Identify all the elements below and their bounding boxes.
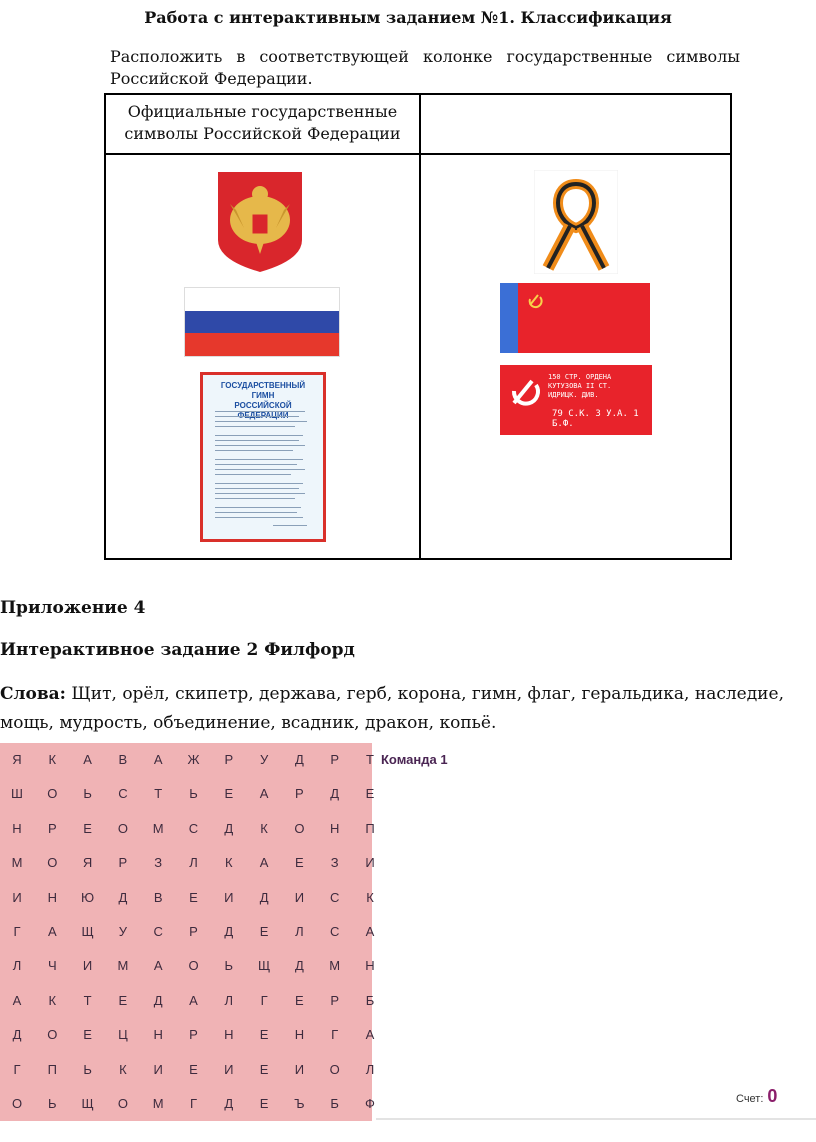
grid-cell[interactable]: Г bbox=[189, 1096, 198, 1111]
grid-cell[interactable]: Д bbox=[12, 1027, 22, 1043]
grid-cell[interactable]: Г bbox=[331, 1027, 339, 1043]
victory-banner-image[interactable] bbox=[500, 365, 652, 435]
grid-cell[interactable]: Р bbox=[189, 1027, 198, 1043]
grid-cell[interactable]: М bbox=[152, 820, 164, 836]
grid-cell[interactable]: Н bbox=[365, 958, 375, 974]
grid-cell[interactable]: С bbox=[118, 786, 128, 802]
banner-text-top bbox=[548, 373, 611, 400]
grid-cell[interactable]: У bbox=[118, 924, 128, 939]
team-label: Команда 1 bbox=[381, 752, 448, 767]
grid-cell[interactable]: П bbox=[47, 1061, 57, 1077]
grid-cell[interactable]: Ь bbox=[83, 1061, 92, 1077]
grid-cell[interactable]: И bbox=[294, 1061, 305, 1077]
grid-cell[interactable]: О bbox=[117, 1096, 128, 1111]
grid-cell[interactable]: Г bbox=[260, 992, 268, 1008]
banner-text-line-1: 150 СТР. ОРДЕНА bbox=[548, 373, 612, 381]
grid-cell[interactable]: Б bbox=[365, 992, 375, 1008]
grid-cell[interactable]: Д bbox=[224, 820, 234, 836]
banner-text-line-2: КУТУЗОВА II СТ. bbox=[548, 382, 612, 390]
instruction-line-1: Расположить в соответствующей колонке государственные символы bbox=[110, 47, 740, 66]
grid-cell[interactable]: Е bbox=[295, 992, 304, 1008]
grid-cell[interactable]: Л bbox=[295, 924, 304, 939]
grid-cell[interactable]: Д bbox=[294, 752, 304, 767]
grid-cell[interactable]: Р bbox=[224, 752, 234, 767]
grid-cell[interactable]: Р bbox=[330, 992, 340, 1008]
grid-cell[interactable]: Ъ bbox=[294, 1096, 305, 1111]
grid-cell[interactable]: Н bbox=[294, 1027, 305, 1043]
grid-cell[interactable]: А bbox=[47, 924, 57, 939]
grid-cell[interactable]: Ч bbox=[47, 958, 57, 974]
grid-cell[interactable]: Щ bbox=[258, 958, 271, 974]
grid-cell[interactable]: Д bbox=[118, 889, 128, 905]
grid-cell[interactable]: Н bbox=[224, 1027, 234, 1043]
grid-cell[interactable]: И bbox=[82, 958, 93, 974]
grid-cell[interactable]: О bbox=[47, 1027, 58, 1043]
grid-cell[interactable]: Ю bbox=[81, 889, 95, 905]
grid-cell[interactable]: Д bbox=[259, 889, 269, 905]
grid-cell[interactable]: А bbox=[12, 992, 22, 1008]
russian-flag-image[interactable] bbox=[184, 287, 340, 357]
grid-cell[interactable]: Н bbox=[329, 820, 340, 836]
grid-cell[interactable]: П bbox=[365, 820, 375, 836]
grid-cell[interactable]: И bbox=[12, 889, 22, 905]
grid-cell[interactable]: С bbox=[153, 924, 163, 939]
grid-cell[interactable]: Е bbox=[295, 855, 304, 871]
grid-cell[interactable]: К bbox=[225, 855, 233, 871]
grid-cell[interactable]: О bbox=[294, 820, 305, 836]
grid-cell[interactable]: Ь bbox=[48, 1096, 57, 1111]
grid-cell[interactable]: Е bbox=[259, 924, 269, 939]
grid-cell[interactable]: З bbox=[154, 855, 163, 871]
classification-table bbox=[104, 93, 732, 560]
grid-cell[interactable]: Д bbox=[224, 924, 234, 939]
grid-cell[interactable]: Т bbox=[366, 752, 374, 767]
grid-cell[interactable]: Е bbox=[189, 1061, 198, 1077]
grid-cell[interactable]: А bbox=[153, 752, 163, 767]
left-header-line-2: символы Российской Федерации bbox=[124, 124, 401, 143]
words-text: Щит, орёл, скипетр, держава, герб, корона, гимн, флаг, геральдика, наследие, мощь, мудрость, объединение, всадник, дракон, копьё. bbox=[0, 684, 784, 733]
anthem-title-line-2: РОССИЙСКОЙ bbox=[234, 401, 292, 410]
grid-cell[interactable]: Т bbox=[83, 992, 92, 1008]
grid-cell[interactable]: З bbox=[330, 855, 339, 871]
grid-cell[interactable]: О bbox=[117, 820, 128, 836]
table-divider-vertical bbox=[419, 95, 421, 558]
grid-cell[interactable]: Р bbox=[189, 924, 198, 939]
grid-cell[interactable]: Е bbox=[365, 786, 375, 802]
grid-cell[interactable]: К bbox=[366, 889, 374, 905]
grid-cell[interactable]: К bbox=[119, 1061, 127, 1077]
banner-text-line-3: ИДРИЦК. ДИВ. bbox=[548, 391, 599, 399]
grid-cell[interactable]: Е bbox=[83, 820, 92, 836]
table-divider-horizontal bbox=[106, 153, 730, 155]
grid-cell[interactable]: К bbox=[260, 820, 268, 836]
words-list bbox=[0, 680, 800, 738]
grid-cell[interactable]: Ж bbox=[187, 752, 200, 767]
grid-cell[interactable]: М bbox=[11, 855, 23, 871]
grid-cell[interactable]: А bbox=[189, 992, 198, 1008]
grid-cell[interactable]: Н bbox=[12, 820, 22, 836]
hammer-sickle-icon bbox=[526, 291, 544, 311]
soviet-republic-flag-image[interactable] bbox=[500, 283, 650, 353]
grid-cell[interactable]: А bbox=[259, 855, 269, 871]
grid-cell[interactable]: Ц bbox=[118, 1027, 128, 1043]
grid-cell[interactable]: Е bbox=[259, 1061, 269, 1077]
grid-cell[interactable]: Щ bbox=[81, 924, 94, 939]
grid-cell[interactable]: Р bbox=[295, 786, 304, 802]
grid-cell[interactable]: А bbox=[83, 752, 92, 767]
task-title: Интерактивное задание 2 Филфорд bbox=[0, 640, 355, 660]
grid-cell[interactable]: Е bbox=[118, 992, 128, 1008]
grid-cell[interactable]: В bbox=[153, 889, 163, 905]
grid-cell[interactable]: Н bbox=[153, 1027, 163, 1043]
instruction-line-2: Российской Федерации. bbox=[110, 69, 313, 88]
grid-cell[interactable]: Е bbox=[259, 1027, 269, 1043]
grid-cell[interactable]: Л bbox=[224, 992, 234, 1008]
grid-cell[interactable]: Д bbox=[153, 992, 163, 1008]
grid-cell[interactable]: Р bbox=[118, 855, 128, 871]
grid-cell[interactable]: И bbox=[153, 1061, 163, 1077]
grid-cell[interactable]: Ф bbox=[365, 1096, 375, 1111]
grid-cell[interactable]: Н bbox=[47, 889, 57, 905]
grid-cell[interactable]: Р bbox=[330, 752, 340, 767]
appendix-label: Приложение 4 bbox=[0, 598, 146, 618]
grid-cell[interactable]: М bbox=[329, 958, 341, 974]
left-column-header bbox=[106, 101, 419, 145]
grid-cell[interactable]: Ш bbox=[11, 786, 23, 802]
grid-cell[interactable]: М bbox=[117, 958, 129, 974]
words-label: Слова: bbox=[0, 684, 66, 704]
grid-cell[interactable]: О bbox=[329, 1061, 340, 1077]
grid-cell[interactable]: Л bbox=[12, 958, 22, 974]
grid-cell[interactable]: Щ bbox=[81, 1096, 94, 1111]
grid-cell[interactable]: Е bbox=[83, 1027, 92, 1043]
grid-cell[interactable]: У bbox=[259, 752, 269, 767]
grid-cell[interactable]: Д bbox=[294, 958, 304, 974]
word-search-grid bbox=[0, 743, 375, 1121]
grid-cell[interactable]: Е bbox=[224, 786, 234, 802]
grid-cell[interactable]: В bbox=[118, 752, 128, 767]
grid-cell[interactable]: Т bbox=[154, 786, 163, 802]
grid-cell[interactable]: А bbox=[153, 958, 163, 974]
grid-cell[interactable]: М bbox=[152, 1096, 164, 1111]
grid-cell[interactable]: О bbox=[188, 958, 199, 974]
grid-cell[interactable]: Г bbox=[13, 924, 21, 939]
grid-cell[interactable]: Я bbox=[12, 752, 22, 767]
grid-cell[interactable]: Л bbox=[189, 855, 198, 871]
anthem-title-line-1: ГОСУДАРСТВЕННЫЙ ГИМН bbox=[220, 381, 306, 400]
grid-cell[interactable]: Л bbox=[365, 1061, 375, 1077]
grid-cell[interactable]: И bbox=[224, 889, 234, 905]
grid-cell[interactable]: А bbox=[365, 1027, 375, 1043]
st-george-ribbon-image[interactable] bbox=[534, 170, 618, 274]
document-title: Работа с интерактивным заданием №1. Классификация bbox=[144, 8, 672, 27]
banner-text-line-4: 79 С.К. 3 У.А. 1 Б.Ф. bbox=[552, 409, 639, 429]
grid-cell[interactable]: Я bbox=[82, 855, 93, 871]
grid-cell[interactable]: С bbox=[329, 889, 340, 905]
grid-cell[interactable]: Г bbox=[13, 1061, 21, 1077]
hammer-sickle-icon bbox=[508, 375, 544, 411]
coat-of-arms-image[interactable] bbox=[214, 170, 306, 274]
anthem-poster-image[interactable] bbox=[200, 372, 326, 542]
grid-cell[interactable]: Е bbox=[259, 1096, 269, 1111]
grid-cell[interactable]: Д bbox=[330, 786, 340, 802]
score-label: Счет: bbox=[736, 1093, 764, 1105]
grid-cell[interactable]: Е bbox=[189, 889, 198, 905]
grid-cell[interactable]: Р bbox=[47, 820, 57, 836]
grid-cell[interactable]: К bbox=[48, 992, 57, 1008]
grid-cell[interactable]: Ь bbox=[224, 958, 234, 974]
grid-cell[interactable]: И bbox=[294, 889, 305, 905]
grid-cell[interactable]: О bbox=[11, 1096, 23, 1111]
grid-cell[interactable]: О bbox=[47, 786, 58, 802]
grid-cell[interactable]: Д bbox=[224, 1096, 234, 1111]
grid-cell[interactable]: И bbox=[224, 1061, 234, 1077]
grid-cell[interactable]: С bbox=[329, 924, 340, 939]
grid-cell[interactable]: Ь bbox=[189, 786, 198, 802]
score-value: 0 bbox=[767, 1086, 778, 1106]
grid-cell[interactable]: И bbox=[365, 855, 375, 871]
grid-cell[interactable]: А bbox=[259, 786, 269, 802]
grid-cell[interactable]: О bbox=[47, 855, 58, 871]
grid-cell[interactable]: А bbox=[365, 924, 375, 939]
score-display bbox=[736, 1086, 777, 1107]
grid-cell[interactable]: Б bbox=[330, 1096, 339, 1111]
grid-cell[interactable]: С bbox=[188, 820, 199, 836]
anthem-poster-title bbox=[209, 381, 317, 421]
grid-cell[interactable]: Ь bbox=[83, 786, 92, 802]
grid-cell[interactable]: К bbox=[48, 752, 57, 767]
left-header-line-1: Официальные государственные bbox=[127, 102, 398, 121]
instruction-text bbox=[110, 46, 740, 90]
divider bbox=[376, 1118, 816, 1120]
